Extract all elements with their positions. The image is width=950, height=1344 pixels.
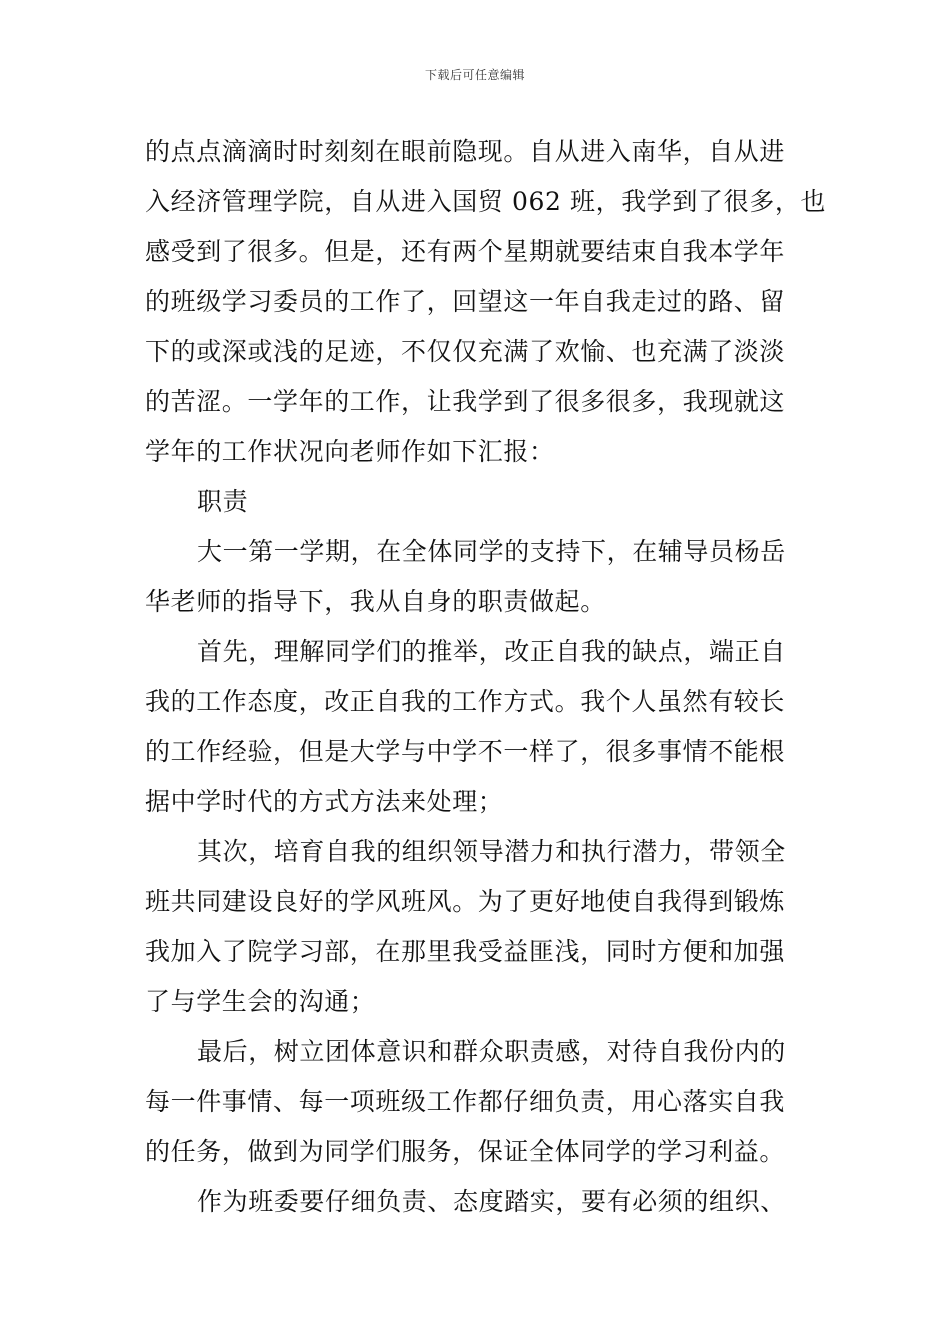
text-line: 班共同建设良好的学风班风。为了更好地使自我得到锻炼 [145, 887, 786, 916]
text-line: 的班级学习委员的工作了，回望这一年自我走过的路、留 [145, 287, 786, 316]
document-body [145, 127, 827, 1227]
paragraph-first-line: 大一第一学期，在全体同学的支持下，在辅导员杨岳 [197, 537, 786, 566]
text-line: 的工作经验，但是大学与中学不一样了，很多事情不能根 [145, 737, 786, 766]
text-line: 了与学生会的沟通； [145, 987, 376, 1016]
text-line: 的任务，做到为同学们服务，保证全体同学的学习利益。 [145, 1137, 786, 1166]
paragraph-first-line: 其次，培育自我的组织领导潜力和执行潜力，带领全 [197, 837, 786, 866]
text-line: 每一件事情、每一项班级工作都仔细负责，用心落实自我 [145, 1087, 786, 1116]
section-heading: 职责 [197, 487, 249, 516]
paragraph-first-line: 最后，树立团体意识和群众职责感，对待自我份内的 [197, 1037, 786, 1066]
text-line: 据中学时代的方式方法来处理； [145, 787, 504, 816]
paragraph-first-line: 首先，理解同学们的推举，改正自我的缺点，端正自 [197, 637, 786, 666]
paragraph-first-line: 作为班委要仔细负责、态度踏实，要有必须的组织、 [197, 1187, 786, 1216]
text-line: 我加入了院学习部，在那里我受益匪浅，同时方便和加强 [145, 937, 786, 966]
text-line: 感受到了很多。但是，还有两个星期就要结束自我本学年 [145, 237, 786, 266]
text-line: 的点点滴滴时时刻刻在眼前隐现。自从进入南华，自从进 [145, 137, 786, 166]
page-header-note: 下载后可任意编辑 [424, 68, 525, 82]
text-line: 下的或深或浅的足迹，不仅仅充满了欢愉、也充满了淡淡 [145, 337, 786, 366]
text-line: 华老师的指导下，我从自身的职责做起。 [145, 587, 606, 616]
text-line: 入经济管理学院，自从进入国贸 062 班，我学到了很多，也 [145, 187, 827, 216]
text-line: 我的工作态度，改正自我的工作方式。我个人虽然有较长 [145, 687, 786, 716]
text-line: 的苦涩。一学年的工作，让我学到了很多很多，我现就这 [145, 387, 786, 416]
text-line: 学年的工作状况向老师作如下汇报： [145, 437, 555, 466]
